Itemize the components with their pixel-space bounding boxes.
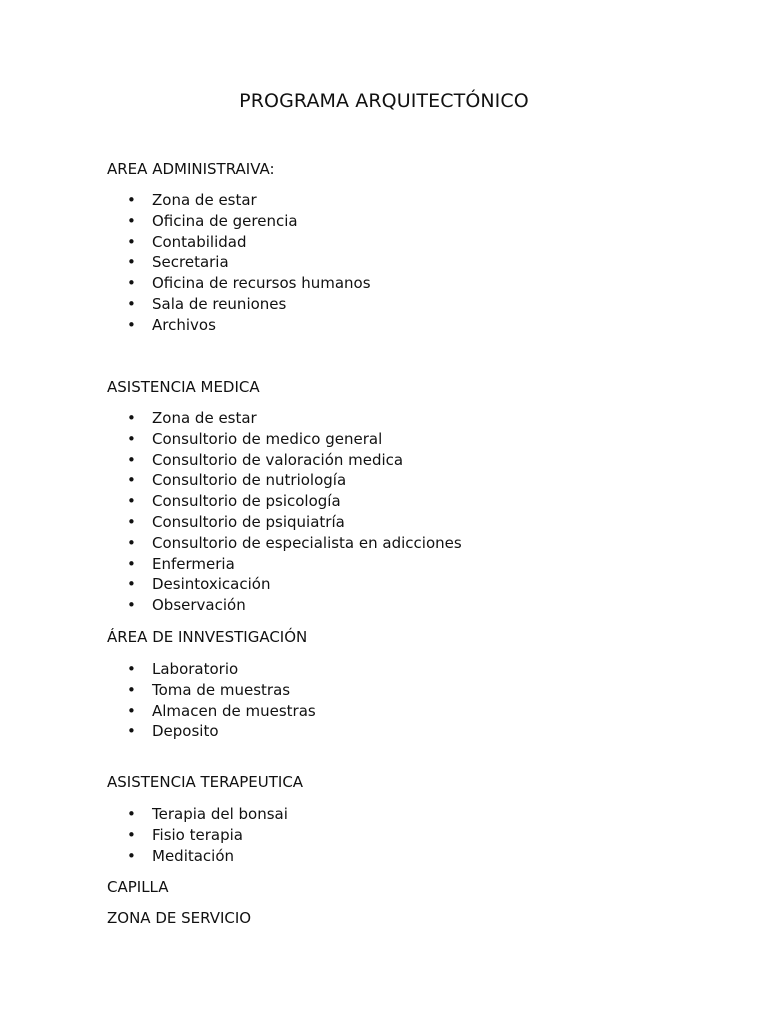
- list-item: • Oficina de recursos humanos: [127, 274, 371, 293]
- bullet-icon: •: [127, 680, 136, 699]
- list-item: • Zona de estar: [127, 191, 257, 209]
- list-investigacion: [107, 659, 316, 742]
- section-heading-investigacion: ÁREA DE INNVESTIGACIÓN: [107, 628, 308, 646]
- list-item: • Consultorio de psicología: [127, 492, 341, 511]
- bullet-icon: •: [127, 191, 136, 209]
- section-heading-capilla: CAPILLA: [107, 878, 169, 896]
- bullet-icon: •: [127, 429, 136, 448]
- bullet-icon: •: [127, 512, 136, 531]
- bullet-icon: •: [127, 294, 136, 313]
- list-item: • Terapia del bonsai: [127, 805, 288, 823]
- list-item: • Zona de estar: [127, 409, 257, 427]
- section-heading-asistencia-medica: ASISTENCIA MEDICA: [107, 378, 260, 396]
- list-item: • Toma de muestras: [127, 680, 291, 699]
- document-title: PROGRAMA ARQUITECTÓNICO: [239, 90, 529, 112]
- bullet-icon: •: [127, 253, 136, 272]
- section-heading-terapeutica: ASISTENCIA TERAPEUTICA: [107, 773, 304, 791]
- bullet-icon: •: [127, 701, 136, 720]
- bullet-icon: •: [127, 846, 136, 865]
- bullet-icon: •: [127, 232, 136, 251]
- list-item: • Desintoxicación: [127, 575, 271, 594]
- bullet-icon: •: [127, 274, 136, 293]
- list-item: • Enfermeria: [127, 554, 235, 573]
- list-item: • Deposito: [127, 722, 219, 741]
- list-terapeutica: [107, 804, 288, 866]
- list-administrativa: [107, 190, 371, 336]
- bullet-icon: •: [127, 409, 136, 427]
- list-item: • Laboratorio: [127, 660, 239, 678]
- list-item: • Almacen de muestras: [127, 701, 316, 720]
- list-item: • Contabilidad: [127, 232, 247, 251]
- bullet-icon: •: [127, 805, 136, 823]
- list-item: • Oficina de gerencia: [127, 211, 298, 230]
- list-asistencia-medica: [107, 408, 462, 616]
- list-item: • Consultorio de nutriología: [127, 471, 347, 490]
- list-item: • Consultorio de valoración medica: [127, 450, 404, 469]
- bullet-icon: •: [127, 660, 136, 678]
- bullet-icon: •: [127, 825, 136, 844]
- list-item: • Consultorio de especialista en adicciones: [127, 533, 462, 552]
- list-item: • Fisio terapia: [127, 825, 243, 844]
- bullet-icon: •: [127, 575, 136, 594]
- section-heading-zona-servicio: ZONA DE SERVICIO: [107, 909, 252, 927]
- bullet-icon: •: [127, 492, 136, 511]
- bullet-icon: •: [127, 450, 136, 469]
- bullet-icon: •: [127, 722, 136, 741]
- bullet-icon: •: [127, 596, 136, 615]
- list-item: • Archivos: [127, 315, 216, 334]
- bullet-icon: •: [127, 554, 136, 573]
- list-item: • Consultorio de psiquiatría: [127, 512, 345, 531]
- list-item: • Secretaria: [127, 253, 229, 272]
- bullet-icon: •: [127, 211, 136, 230]
- list-item: • Observación: [127, 596, 246, 615]
- list-item: • Meditación: [127, 846, 235, 865]
- list-item: • Sala de reuniones: [127, 294, 287, 313]
- bullet-icon: •: [127, 533, 136, 552]
- bullet-icon: •: [127, 315, 136, 334]
- section-heading-administrativa: AREA ADMINISTRAIVA:: [107, 160, 275, 178]
- list-item: • Consultorio de medico general: [127, 429, 383, 448]
- bullet-icon: •: [127, 471, 136, 490]
